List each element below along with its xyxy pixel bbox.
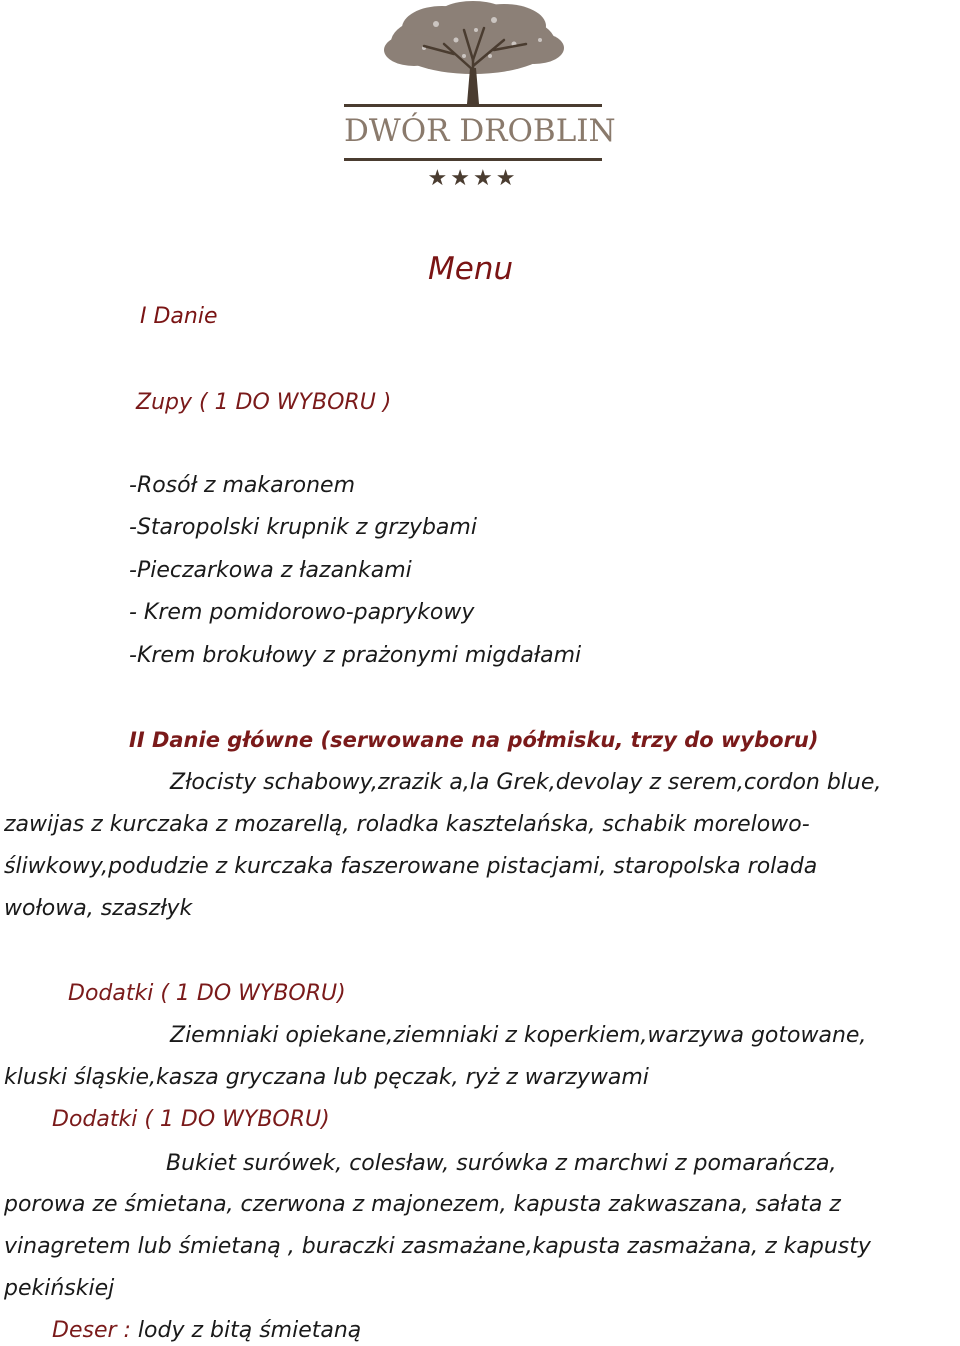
soup-item: -Staropolski krupnik z grzybami bbox=[129, 515, 477, 540]
soup-item: -Krem brokułowy z prażonymi migdałami bbox=[129, 643, 582, 668]
main-course-line: wołowa, szaszłyk bbox=[4, 896, 193, 921]
first-course-heading: I Danie bbox=[140, 304, 218, 329]
sides-heading: Dodatki ( 1 DO WYBORU) bbox=[52, 1107, 330, 1132]
tree-icon bbox=[344, 0, 602, 112]
salads-line: Bukiet surówek, colesław, surówka z marchwi z pomarańcza, bbox=[166, 1151, 837, 1176]
soup-item: -Pieczarkowa z łazankami bbox=[129, 558, 412, 583]
dessert-label: Deser : bbox=[52, 1318, 131, 1343]
main-course-line: Złocisty schabowy,zrazik a,la Grek,devolay z serem,cordon blue, bbox=[170, 770, 882, 795]
main-course-heading: II Danie główne (serwowane na półmisku, trzy do wyboru) bbox=[129, 728, 819, 752]
soups-heading: Zupy ( 1 DO WYBORU ) bbox=[136, 390, 392, 415]
salads-line: porowa ze śmietana, czerwona z majonezem, kapusta zakwaszana, sałata z bbox=[4, 1192, 841, 1217]
main-course-line: śliwkowy,podudzie z kurczaka faszerowane pistacjami, staropolska rolada bbox=[4, 854, 818, 879]
main-course-line: zawijas z kurczaka z mozarellą, roladka kasztelańska, schabik morelowo- bbox=[4, 812, 810, 837]
dessert-value: lody z bitą śmietaną bbox=[130, 1318, 362, 1343]
soup-item: - Krem pomidorowo-paprykowy bbox=[129, 600, 475, 625]
page-title: Menu bbox=[428, 251, 514, 287]
salads-line: vinagretem lub śmietaną , buraczki zasmażane,kapusta zasmażana, z kapusty bbox=[4, 1234, 871, 1259]
dessert-row bbox=[52, 1320, 361, 1342]
logo bbox=[344, 0, 616, 200]
sides-heading: Dodatki ( 1 DO WYBORU) bbox=[68, 981, 346, 1006]
salads-line: pekińskiej bbox=[4, 1276, 115, 1301]
logo-underline bbox=[344, 158, 602, 161]
rating-stars: ★★★★ bbox=[427, 166, 519, 191]
sides-line: kluski śląskie,kasza gryczana lub pęczak, ryż z warzywami bbox=[4, 1065, 649, 1090]
sides-line: Ziemniaki opiekane,ziemniaki z koperkiem,warzywa gotowane, bbox=[170, 1023, 867, 1048]
soup-item: -Rosół z makaronem bbox=[129, 473, 356, 498]
logo-text: DWÓR DROBLIN bbox=[344, 113, 616, 149]
